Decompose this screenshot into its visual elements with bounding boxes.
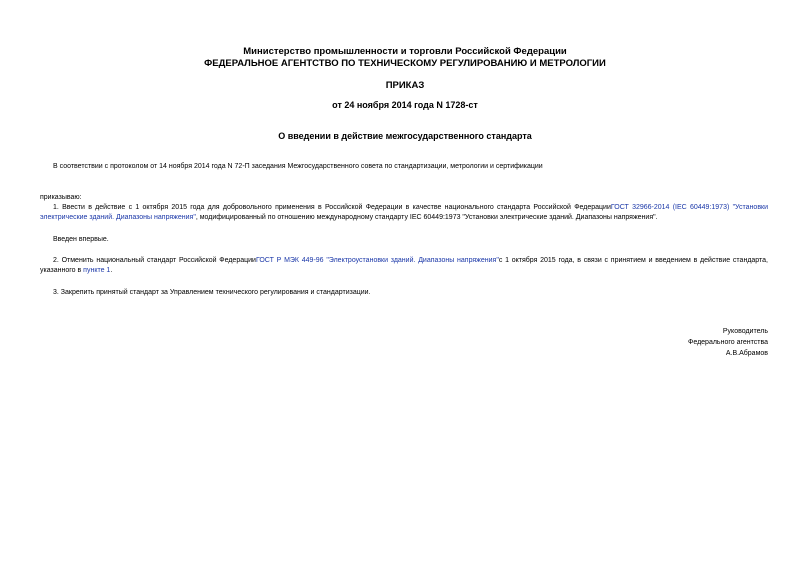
document-page — [40, 0, 770, 571]
gost-32966-link[interactable]: ГОСТ 32966-2014 (IEC 60449:1973) "Установки электрические зданий. Диапазоны напряжения" — [40, 204, 769, 221]
signature-agency: Федерального агентства — [688, 339, 768, 346]
item-2-paragraph — [40, 256, 768, 276]
order-date: от 24 ноября 2014 года N 1728-ст — [332, 100, 478, 110]
item-3-paragraph: 3. Закрепить принятый стандарт за Управлением технического регулирования и стандартизации. — [53, 289, 371, 296]
item-1-text: 1. Ввести в действие с 1 октября 2015 года для добровольного применения в Российской Федерации в качестве национального стандарта Российской Федерации — [53, 204, 611, 211]
signature-title: Руководитель — [722, 328, 768, 335]
item-2-mid: с 1 октября 2015 года, в связи с принятием и введением в действие стандарта, указанного в — [40, 257, 768, 274]
preamble-paragraph: В соответствии с протоколом от 14 ноября 2014 года N 72-П заседания Межгосударственного совета по стандартизации, метрологии и сертификации — [53, 163, 543, 170]
item-2-text: 2. Отменить национальный стандарт Российской Федерации — [53, 257, 256, 264]
signature-block — [688, 326, 768, 359]
agency-name: ФЕДЕРАЛЬНОЕ АГЕНТСТВО ПО ТЕХНИЧЕСКОМУ РЕГУЛИРОВАНИЮ И МЕТРОЛОГИИ — [204, 58, 606, 69]
item-1-paragraph — [40, 203, 768, 223]
item-2-end: . — [110, 267, 113, 274]
item-1-tail: , модифицированный по отношению международному стандарту IEC 60449:1973 "Установки электрические зданий. Диапазоны напряжения". — [195, 214, 658, 221]
clause-1-link[interactable]: пункте 1 — [83, 267, 111, 274]
intro-note: Введен впервые. — [53, 236, 109, 243]
header-block — [40, 46, 770, 70]
order-title: ПРИКАЗ — [385, 80, 425, 91]
order-subject: О введении в действие межгосударственного стандарта — [278, 131, 532, 141]
ministry-name: Министерство промышленности и торговли Российской Федерации — [243, 46, 567, 57]
gost-r-iec-449-link[interactable]: ГОСТ Р МЭК 449-96 "Электроустановки зданий. Диапазоны напряжения" — [255, 257, 499, 264]
order-word: приказываю: — [40, 194, 82, 201]
signature-name: А.В.Абрамов — [725, 350, 768, 357]
